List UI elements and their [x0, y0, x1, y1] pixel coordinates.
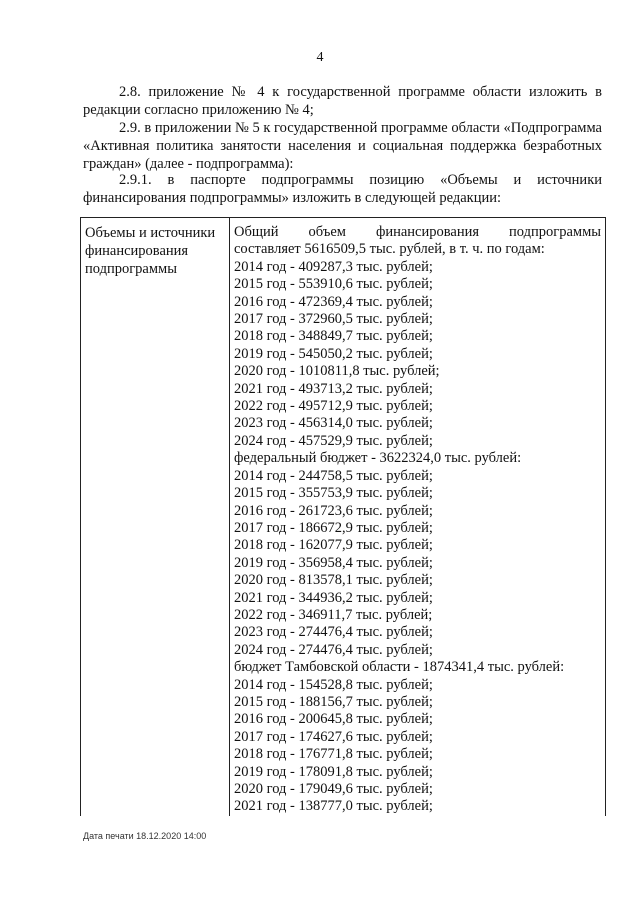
- funding-line: 2022 год - 495712,9 тыс. рублей;: [234, 398, 433, 415]
- funding-line: бюджет Тамбовской области - 1874341,4 тыс. рублей:: [234, 659, 565, 676]
- funding-line: 2023 год - 456314,0 тыс. рублей;: [234, 415, 433, 432]
- funding-line: 2021 год - 344936,2 тыс. рублей;: [234, 589, 433, 606]
- funding-lines: [234, 224, 601, 816]
- funding-line: 2015 год - 188156,7 тыс. рублей;: [234, 693, 433, 710]
- funding-line: 2024 год - 457529,9 тыс. рублей;: [234, 432, 433, 449]
- funding-line: 2018 год - 162077,9 тыс. рублей;: [234, 537, 433, 554]
- paragraph-2-8: 2.8. приложение № 4 к государственной программе области изложить в редакции согласно приложению № 4;: [83, 84, 602, 118]
- funding-line: 2016 год - 472369,4 тыс. рублей;: [234, 293, 433, 310]
- funding-label-cell: [81, 218, 230, 816]
- funding-line: 2019 год - 545050,2 тыс. рублей;: [234, 345, 433, 362]
- funding-values-cell: [230, 218, 606, 816]
- funding-line: 2021 год - 493713,2 тыс. рублей;: [234, 380, 433, 397]
- funding-line: 2017 год - 174627,6 тыс. рублей;: [234, 728, 433, 745]
- funding-line: 2015 год - 553910,6 тыс. рублей;: [234, 276, 433, 293]
- page-number: 4: [316, 50, 324, 65]
- funding-line: 2020 год - 1010811,8 тыс. рублей;: [234, 363, 440, 380]
- funding-line: 2014 год - 154528,8 тыс. рублей;: [234, 676, 433, 693]
- funding-line: 2017 год - 186672,9 тыс. рублей;: [234, 519, 433, 536]
- paragraph-2-9-1: 2.9.1. в паспорте подпрограммы позицию «Объемы и источники финансирования подпрограммы» изложить в следующей редакции:: [83, 172, 602, 206]
- funding-line: 2019 год - 178091,8 тыс. рублей;: [234, 763, 433, 780]
- funding-line: 2014 год - 244758,5 тыс. рублей;: [234, 467, 433, 484]
- funding-line: 2024 год - 274476,4 тыс. рублей;: [234, 641, 433, 658]
- funding-line: 2014 год - 409287,3 тыс. рублей;: [234, 258, 433, 275]
- funding-line: составляет 5616509,5 тыс. рублей, в т. ч. по годам:: [234, 241, 545, 258]
- funding-line: 2018 год - 176771,8 тыс. рублей;: [234, 746, 433, 763]
- funding-line: 2022 год - 346911,7 тыс. рублей;: [234, 606, 433, 623]
- print-date: Дата печати 18.12.2020 14:00: [83, 831, 207, 841]
- funding-line: 2016 год - 261723,6 тыс. рублей;: [234, 502, 433, 519]
- funding-line: 2021 год - 138777,0 тыс. рублей;: [234, 798, 433, 815]
- funding-line: 2019 год - 356958,4 тыс. рублей;: [234, 554, 433, 571]
- funding-line: 2015 год - 355753,9 тыс. рублей;: [234, 485, 433, 502]
- funding-table: [80, 217, 606, 816]
- funding-line: 2020 год - 813578,1 тыс. рублей;: [234, 572, 433, 589]
- table-row: [81, 218, 606, 816]
- funding-line: 2018 год - 348849,7 тыс. рублей;: [234, 328, 433, 345]
- paragraph-2-9: 2.9. в приложении № 5 к государственной программе области «Подпрограмма «Активная политика занятости населения и социальная поддержка безработных граждан» (далее - подпрограмма):: [83, 120, 602, 172]
- funding-line: Общий объем финансирования подпрограммы: [234, 224, 601, 240]
- funding-line: 2016 год - 200645,8 тыс. рублей;: [234, 711, 433, 728]
- funding-line: 2023 год - 274476,4 тыс. рублей;: [234, 624, 433, 641]
- funding-line: 2017 год - 372960,5 тыс. рублей;: [234, 311, 433, 328]
- funding-line: федеральный бюджет - 3622324,0 тыс. рублей:: [234, 450, 522, 467]
- funding-line: 2020 год - 179049,6 тыс. рублей;: [234, 781, 433, 797]
- funding-label: Объемы и источники финансирования подпрограммы: [85, 225, 216, 277]
